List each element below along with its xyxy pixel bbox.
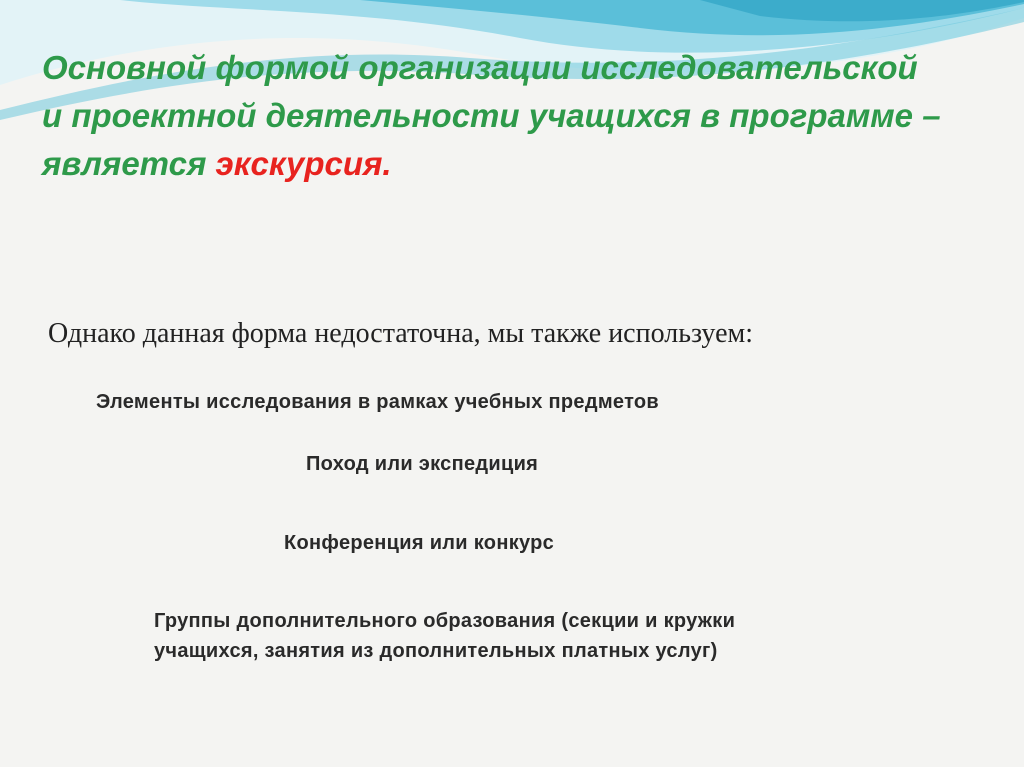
title-main-text: Основной формой организации исследовательской и проектной деятельности учащихся в программе – является: [42, 49, 941, 182]
slide-title: [42, 44, 942, 188]
title-accent-text: экскурсия.: [215, 145, 392, 182]
list-item-additional-groups-line2: учащихся, занятия из дополнительных платных услуг): [154, 640, 718, 662]
list-item-additional-groups-line1: Группы дополнительного образования (секции и кружки: [154, 610, 736, 632]
list-item-conference: Конференция или конкурс: [284, 532, 555, 554]
slide-subtitle: Однако данная форма недостаточна, мы также используем:: [48, 318, 753, 349]
list-item-research-elements: Элементы исследования в рамках учебных предметов: [96, 391, 660, 413]
list-item-hike: Поход или экспедиция: [306, 453, 539, 475]
list-item-additional-groups: [154, 606, 934, 666]
